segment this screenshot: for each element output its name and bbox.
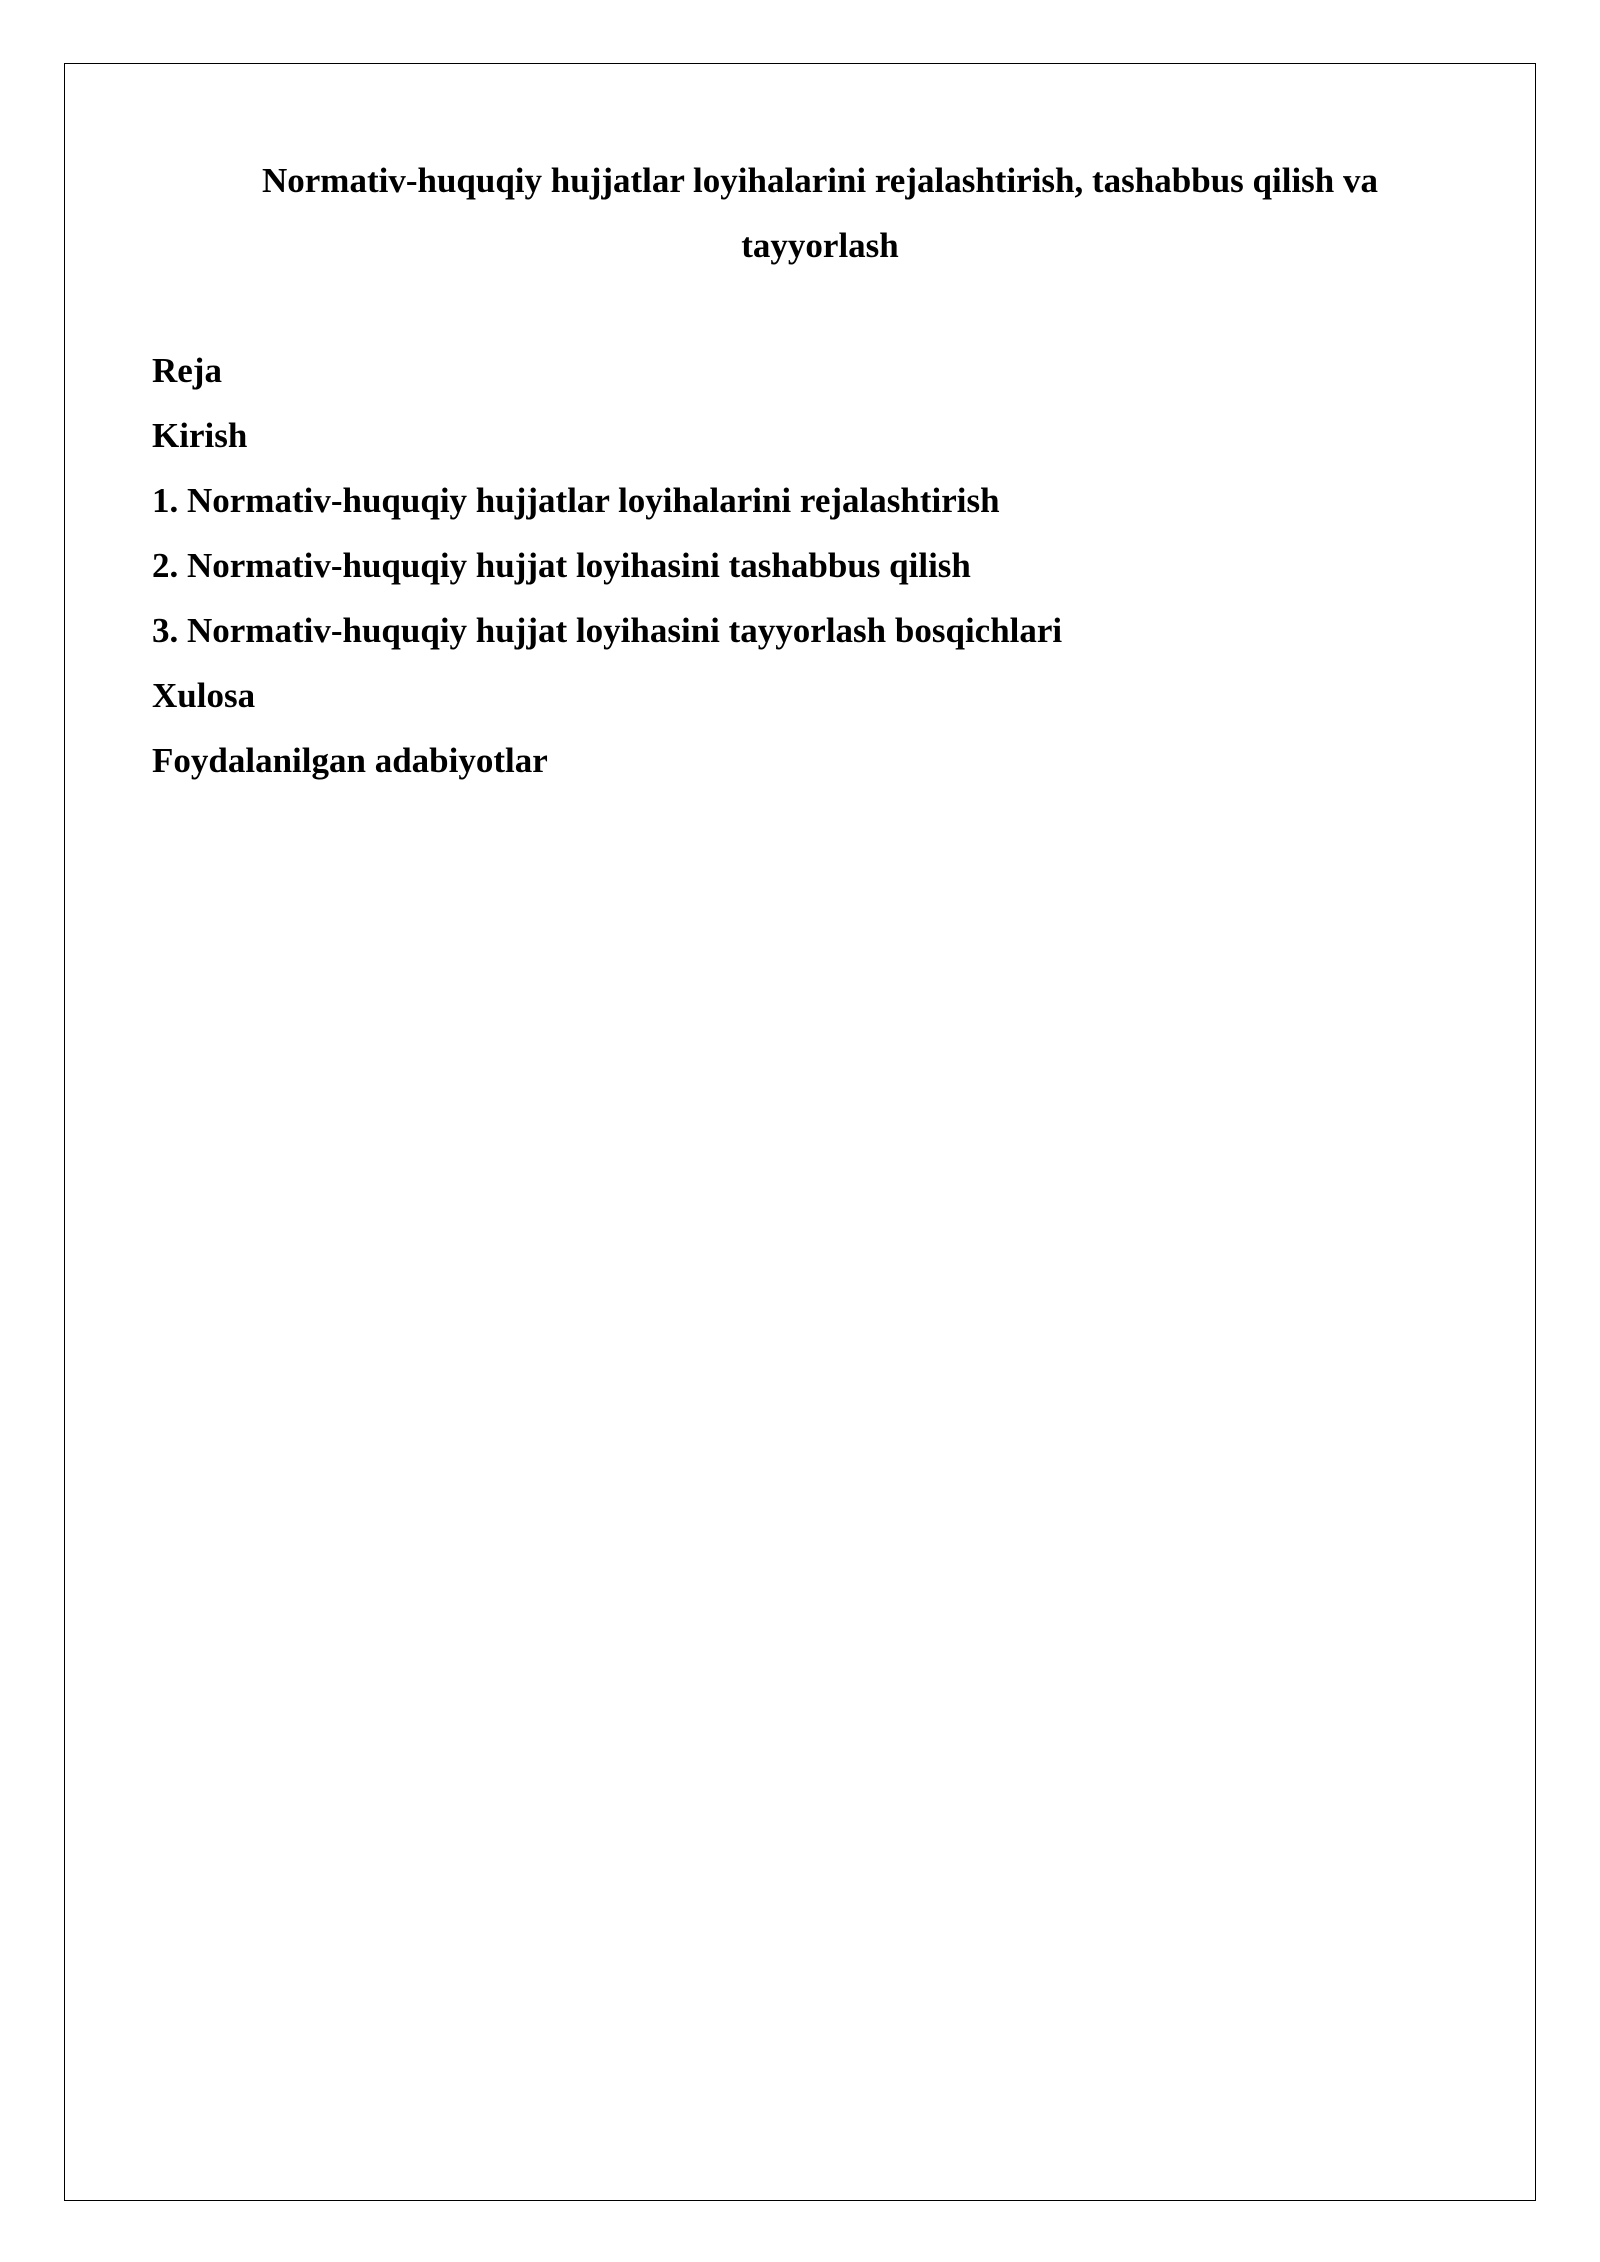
title-line-1: Normativ-huquqiy hujjatlar loyihalarini rejalashtirish, tashabbus qilish va <box>261 161 1379 200</box>
plan-item-references: Foydalanilgan adabiyotlar <box>152 741 548 780</box>
plan-item-2: 2. Normativ-huquqiy hujjat loyihasini tashabbus qilish <box>152 546 971 585</box>
plan-item-introduction: Kirish <box>152 416 248 455</box>
plan-section <box>152 338 1452 793</box>
plan-item-conclusion: Xulosa <box>152 676 256 715</box>
plan-item-3: 3. Normativ-huquqiy hujjat loyihasini tayyorlash bosqichlari <box>152 611 1063 650</box>
document-title <box>180 148 1460 278</box>
plan-heading: Reja <box>152 351 222 390</box>
title-line-2: tayyorlash <box>741 226 899 265</box>
plan-item-1: 1. Normativ-huquqiy hujjatlar loyihalarini rejalashtirish <box>152 481 1000 520</box>
